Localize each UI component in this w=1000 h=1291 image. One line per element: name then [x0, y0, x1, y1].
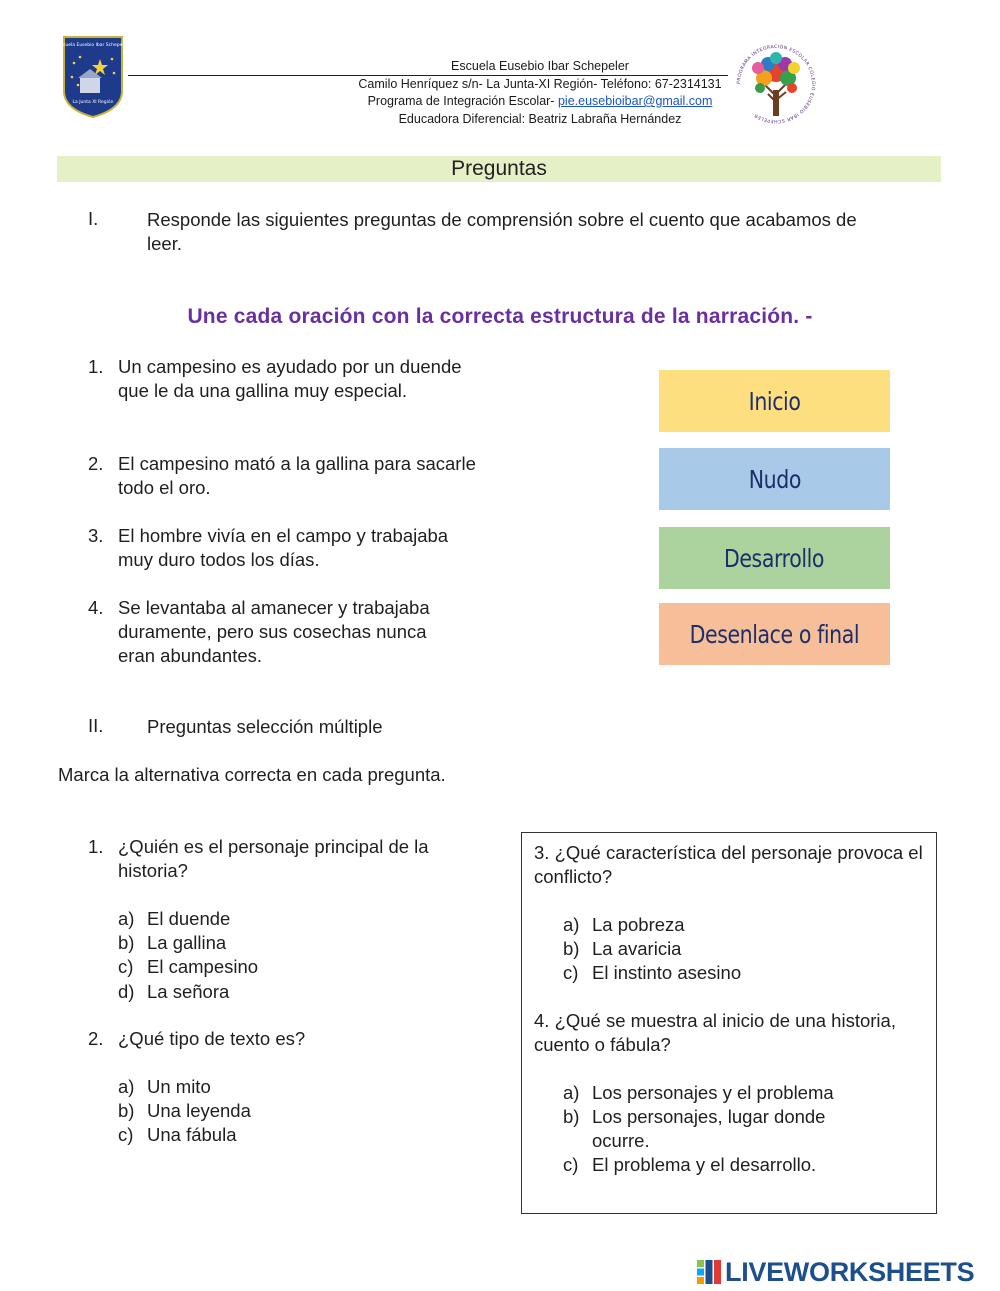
option-letter: b): [563, 938, 580, 959]
shield-text-bottom: La Junta XI Región: [72, 100, 114, 105]
program-line: [340, 93, 740, 111]
match-item: Se levantaba al amanecer y trabajaba duramente, pero sus cosechas nunca eran abundantes.: [118, 597, 430, 666]
match-item-number: 3.: [88, 525, 104, 546]
email-link[interactable]: pie.eusebioibar@gmail.com: [557, 94, 713, 108]
q4-option-b[interactable]: Los personajes, lugar donde ocurre.: [592, 1106, 826, 1151]
option-letter: b): [118, 1100, 135, 1121]
match-item: Un campesino es ayudado por un duende que le da una gallina muy especial.: [118, 356, 462, 401]
liveworksheets-icon: [697, 1260, 721, 1284]
educator-line: Educadora Diferencial: Beatriz Labraña Hernández: [398, 111, 682, 126]
match-label-desenlace[interactable]: [659, 603, 890, 665]
q1-option-c[interactable]: El campesino: [147, 956, 259, 977]
match-label-desarrollo[interactable]: [659, 527, 890, 589]
page-title: Preguntas: [451, 157, 547, 180]
liveworksheets-logo[interactable]: [697, 1257, 974, 1287]
q2-option-a[interactable]: Un mito: [147, 1076, 211, 1097]
school-info: [340, 58, 740, 128]
q3-option-a[interactable]: La pobreza: [592, 914, 685, 935]
match-item-number: 2.: [88, 453, 104, 474]
match-label-text: Desarrollo: [724, 543, 825, 573]
question-number: 1.: [88, 836, 104, 857]
option-letter: a): [118, 908, 135, 929]
option-letter: c): [563, 1154, 579, 1175]
match-label-nudo[interactable]: [659, 448, 890, 510]
section1-text: Responde las siguientes preguntas de comprensión sobre el cuento que acabamos de leer.: [147, 209, 857, 254]
liveworksheets-brand: LIVEWORKSHEETS: [725, 1256, 975, 1287]
match-item-number: 1.: [88, 356, 104, 377]
option-letter: d): [118, 981, 135, 1002]
program-label: Programa de Integración Escolar-: [367, 94, 555, 108]
shield-text-top: Escuela Eusebio Ibar Schepeler: [60, 43, 126, 48]
q2-option-b[interactable]: Una leyenda: [147, 1100, 251, 1121]
question-2-text: ¿Qué tipo de texto es?: [118, 1028, 306, 1049]
q4-option-c[interactable]: El problema y el desarrollo.: [592, 1154, 817, 1175]
question-4-text: 4. ¿Qué se muestra al inicio de una historia, cuento o fábula?: [534, 1010, 896, 1055]
section1-number: I.: [88, 208, 99, 229]
q2-option-c[interactable]: Una fábula: [147, 1124, 237, 1145]
seal-text: PROGRAMA INTEGRACIÓN ESCOLAR COLEGIO EUSEBIO IBAR SCHEPELER: [736, 44, 816, 124]
match-label-text: Nudo: [748, 464, 801, 494]
option-letter: c): [563, 962, 579, 983]
option-letter: b): [563, 1106, 580, 1127]
q1-option-a[interactable]: El duende: [147, 908, 231, 929]
match-instruction: Une cada oración con la correcta estructura de la narración. -: [187, 305, 813, 328]
q3-option-b[interactable]: La avaricia: [592, 938, 682, 959]
school-shield-logo: [60, 33, 126, 119]
pie-tree-logo: [728, 36, 824, 132]
match-label-inicio[interactable]: [659, 370, 890, 432]
option-letter: b): [118, 932, 135, 953]
q4-option-a[interactable]: Los personajes y el problema: [592, 1082, 834, 1103]
question-number: 2.: [88, 1028, 104, 1049]
q1-option-d[interactable]: La señora: [147, 981, 230, 1002]
section2-number: II.: [88, 715, 104, 736]
option-letter: a): [563, 914, 580, 935]
match-item: El hombre vivía en el campo y trabajaba muy duro todos los días.: [118, 525, 449, 570]
question-1-text: ¿Quién es el personaje principal de la historia?: [118, 836, 429, 881]
section2-title: Preguntas selección múltiple: [147, 716, 383, 737]
match-label-text: Inicio: [748, 386, 801, 416]
match-label-text: Desenlace o final: [689, 619, 860, 649]
option-letter: c): [118, 956, 134, 977]
school-address: Camilo Henríquez s/n- La Junta-XI Región- Teléfono: 67-2314131: [358, 76, 722, 91]
match-item: El campesino mató a la gallina para sacarle todo el oro.: [118, 453, 476, 498]
option-letter: a): [118, 1076, 135, 1097]
match-item-number: 4.: [88, 597, 104, 618]
option-letter: a): [563, 1082, 580, 1103]
section2-instruction: Marca la alternativa correcta en cada pregunta.: [58, 764, 446, 785]
q3-option-c[interactable]: El instinto asesino: [592, 962, 742, 983]
q1-option-b[interactable]: La gallina: [147, 932, 227, 953]
question-3-text: 3. ¿Qué característica del personaje provoca el conflicto?: [534, 842, 923, 887]
option-letter: c): [118, 1124, 134, 1145]
school-name: Escuela Eusebio Ibar Schepeler: [451, 59, 629, 73]
